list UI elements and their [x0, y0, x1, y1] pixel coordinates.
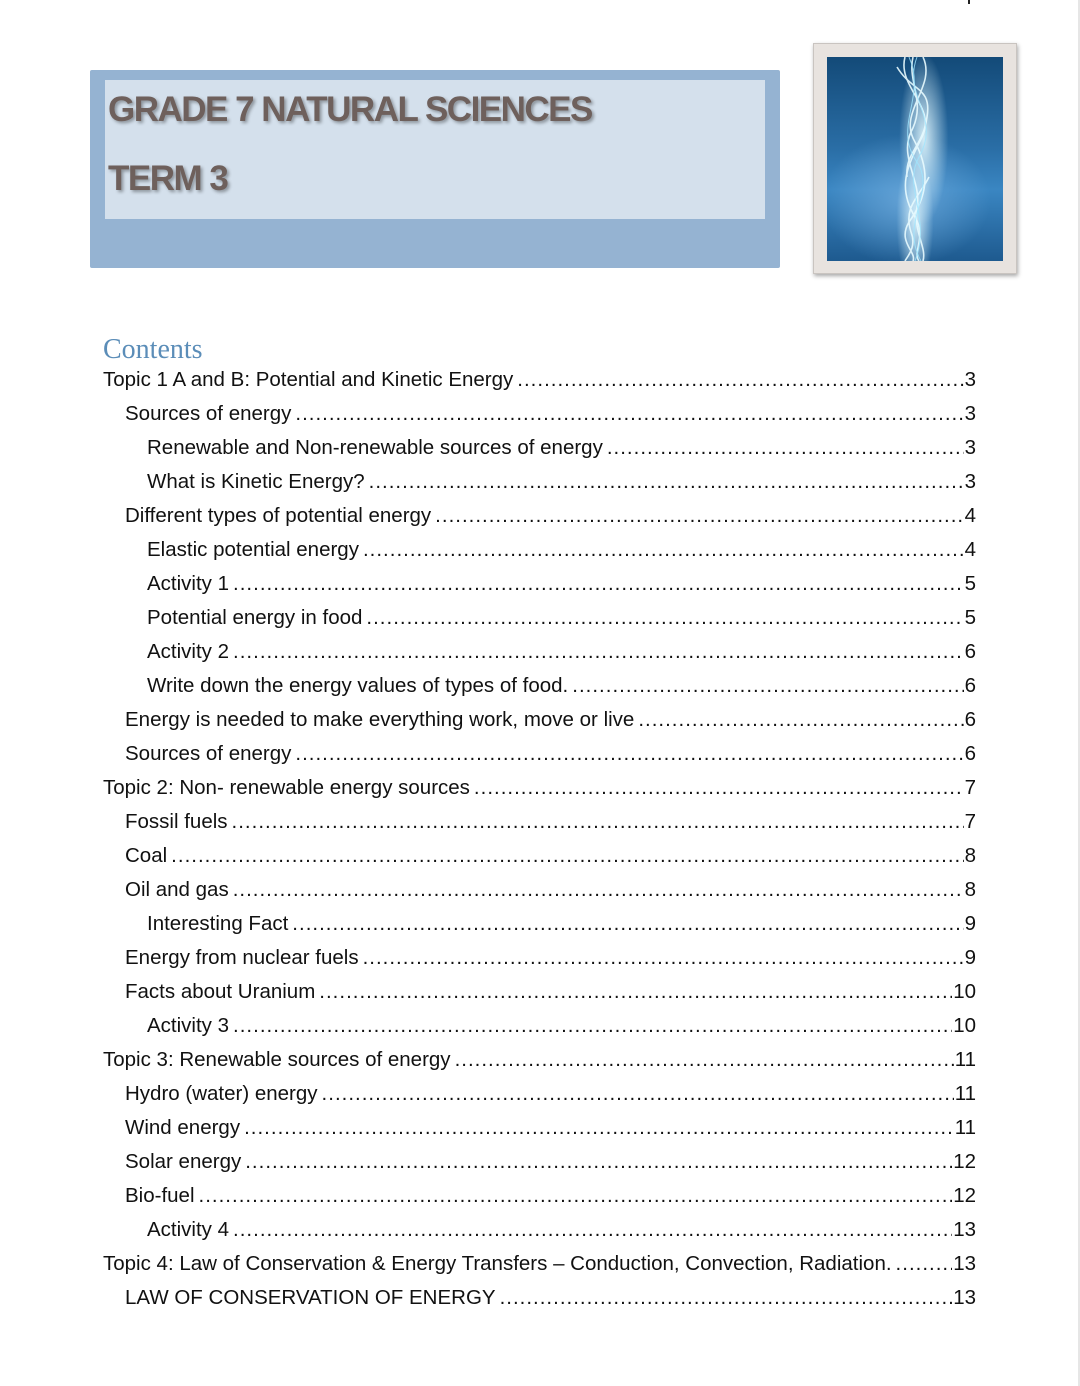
toc-dot-leader: [245, 1145, 952, 1179]
toc-entry-title: What is Kinetic Energy?: [147, 470, 365, 493]
toc-entry[interactable]: [103, 1213, 976, 1247]
toc-dot-leader: [233, 1009, 952, 1043]
toc-entry-title: Topic 2: Non- renewable energy sources: [103, 776, 470, 799]
toc-entry[interactable]: [103, 771, 976, 805]
page-number-mark: [968, 0, 970, 4]
title-banner: [90, 70, 780, 268]
toc-page-number: 4: [964, 504, 976, 527]
table-of-contents: [103, 363, 976, 1315]
toc-dot-leader: [500, 1281, 953, 1315]
toc-entry[interactable]: [103, 465, 976, 499]
toc-page-number: 12: [953, 1150, 976, 1173]
toc-entry-title: Energy from nuclear fuels: [125, 946, 359, 969]
toc-entry-title: Coal: [125, 844, 168, 867]
toc-entry-title: Topic 4: Law of Conservation & Energy Transfers – Conduction, Convection, Radiation.: [103, 1252, 892, 1275]
toc-dot-leader: [455, 1043, 954, 1077]
toc-dot-leader: [572, 669, 963, 703]
toc-dot-leader: [322, 1077, 954, 1111]
toc-entry[interactable]: [103, 1179, 976, 1213]
document-title: GRADE 7 NATURAL SCIENCES: [108, 90, 592, 129]
toc-page-number: 10: [953, 980, 976, 1003]
toc-dot-leader: [233, 567, 964, 601]
toc-dot-leader: [435, 499, 963, 533]
toc-page-number: 8: [964, 878, 976, 901]
toc-entry-title: Activity 4: [147, 1218, 230, 1241]
toc-dot-leader: [319, 975, 952, 1009]
toc-entry[interactable]: [103, 737, 976, 771]
toc-dot-leader: [363, 941, 964, 975]
toc-entry-title: Activity 1: [147, 572, 230, 595]
toc-entry[interactable]: [103, 567, 976, 601]
toc-page-number: 3: [964, 402, 976, 425]
toc-dot-leader: [607, 431, 964, 465]
toc-page-number: 10: [953, 1014, 976, 1037]
toc-page-number: 9: [964, 912, 976, 935]
toc-page-number: 6: [964, 742, 976, 765]
toc-page-number: 13: [953, 1252, 976, 1275]
toc-entry[interactable]: [103, 703, 976, 737]
toc-page-number: 12: [953, 1184, 976, 1207]
toc-entry-title: Facts about Uranium: [125, 980, 316, 1003]
toc-entry-title: LAW OF CONSERVATION OF ENERGY: [125, 1286, 496, 1309]
toc-entry[interactable]: [103, 1043, 976, 1077]
toc-entry-title: Bio-fuel: [125, 1184, 195, 1207]
toc-dot-leader: [896, 1247, 953, 1281]
toc-page-number: 9: [964, 946, 976, 969]
toc-dot-leader: [517, 363, 963, 397]
energy-light-streaks-icon: [827, 57, 1003, 261]
toc-page-number: 13: [953, 1218, 976, 1241]
toc-entry[interactable]: [103, 1009, 976, 1043]
toc-dot-leader: [363, 533, 964, 567]
toc-entry[interactable]: [103, 1077, 976, 1111]
toc-page-number: 4: [964, 538, 976, 561]
toc-entry[interactable]: [103, 1111, 976, 1145]
toc-entry[interactable]: [103, 533, 976, 567]
toc-page-number: 11: [954, 1048, 976, 1071]
toc-entry-title: Energy is needed to make everything work, move or live: [125, 708, 635, 731]
toc-entry-title: Activity 3: [147, 1014, 230, 1037]
toc-entry[interactable]: [103, 363, 976, 397]
toc-dot-leader: [474, 771, 964, 805]
toc-entry[interactable]: [103, 669, 976, 703]
toc-dot-leader: [199, 1179, 953, 1213]
cover-image-frame: [813, 43, 1017, 274]
toc-entry[interactable]: [103, 941, 976, 975]
toc-dot-leader: [295, 737, 963, 771]
toc-page-number: 7: [964, 810, 976, 833]
toc-entry-title: Oil and gas: [125, 878, 229, 901]
toc-dot-leader: [171, 839, 963, 873]
document-subtitle-term: TERM 3: [108, 159, 228, 198]
toc-page-number: 3: [964, 436, 976, 459]
toc-entry-title: Different types of potential energy: [125, 504, 432, 527]
toc-page-number: 6: [964, 674, 976, 697]
toc-dot-leader: [292, 907, 963, 941]
toc-entry[interactable]: [103, 907, 976, 941]
toc-dot-leader: [233, 873, 964, 907]
toc-page-number: 11: [954, 1116, 976, 1139]
toc-page-number: 5: [964, 606, 976, 629]
toc-entry[interactable]: [103, 873, 976, 907]
toc-entry[interactable]: [103, 601, 976, 635]
toc-entry[interactable]: [103, 1281, 976, 1315]
toc-entry[interactable]: [103, 635, 976, 669]
toc-page-number: 8: [964, 844, 976, 867]
toc-entry-title: Wind energy: [125, 1116, 241, 1139]
toc-entry[interactable]: [103, 805, 976, 839]
toc-dot-leader: [638, 703, 963, 737]
toc-entry[interactable]: [103, 499, 976, 533]
toc-dot-leader: [233, 635, 964, 669]
toc-entry-title: Topic 1 A and B: Potential and Kinetic Energy: [103, 368, 514, 391]
toc-page-number: 5: [964, 572, 976, 595]
toc-entry[interactable]: [103, 975, 976, 1009]
toc-dot-leader: [232, 805, 964, 839]
title-banner-inner: [105, 80, 765, 219]
toc-entry-title: Potential energy in food: [147, 606, 363, 629]
toc-entry-title: Activity 2: [147, 640, 230, 663]
toc-entry-title: Topic 3: Renewable sources of energy: [103, 1048, 451, 1071]
toc-page-number: 6: [964, 708, 976, 731]
toc-entry-title: Interesting Fact: [147, 912, 289, 935]
toc-entry-title: Write down the energy values of types of food.: [147, 674, 569, 697]
toc-dot-leader: [369, 465, 964, 499]
toc-entry[interactable]: [103, 1247, 976, 1281]
toc-dot-leader: [295, 397, 963, 431]
contents-heading: Contents: [103, 334, 203, 365]
toc-page-number: 11: [954, 1082, 976, 1105]
toc-entry-title: Sources of energy: [125, 402, 292, 425]
toc-page-number: 3: [964, 470, 976, 493]
toc-entry[interactable]: [103, 839, 976, 873]
toc-entry-title: Elastic potential energy: [147, 538, 359, 561]
toc-entry[interactable]: [103, 1145, 976, 1179]
toc-page-number: 3: [964, 368, 976, 391]
toc-dot-leader: [244, 1111, 954, 1145]
toc-dot-leader: [233, 1213, 952, 1247]
toc-page-number: 13: [953, 1286, 976, 1309]
toc-entry[interactable]: [103, 431, 976, 465]
toc-entry-title: Sources of energy: [125, 742, 292, 765]
toc-entry[interactable]: [103, 397, 976, 431]
toc-entry-title: Solar energy: [125, 1150, 242, 1173]
toc-entry-title: Renewable and Non-renewable sources of energy: [147, 436, 603, 459]
toc-page-number: 6: [964, 640, 976, 663]
toc-entry-title: Fossil fuels: [125, 810, 228, 833]
toc-dot-leader: [366, 601, 963, 635]
toc-entry-title: Hydro (water) energy: [125, 1082, 318, 1105]
toc-page-number: 7: [964, 776, 976, 799]
